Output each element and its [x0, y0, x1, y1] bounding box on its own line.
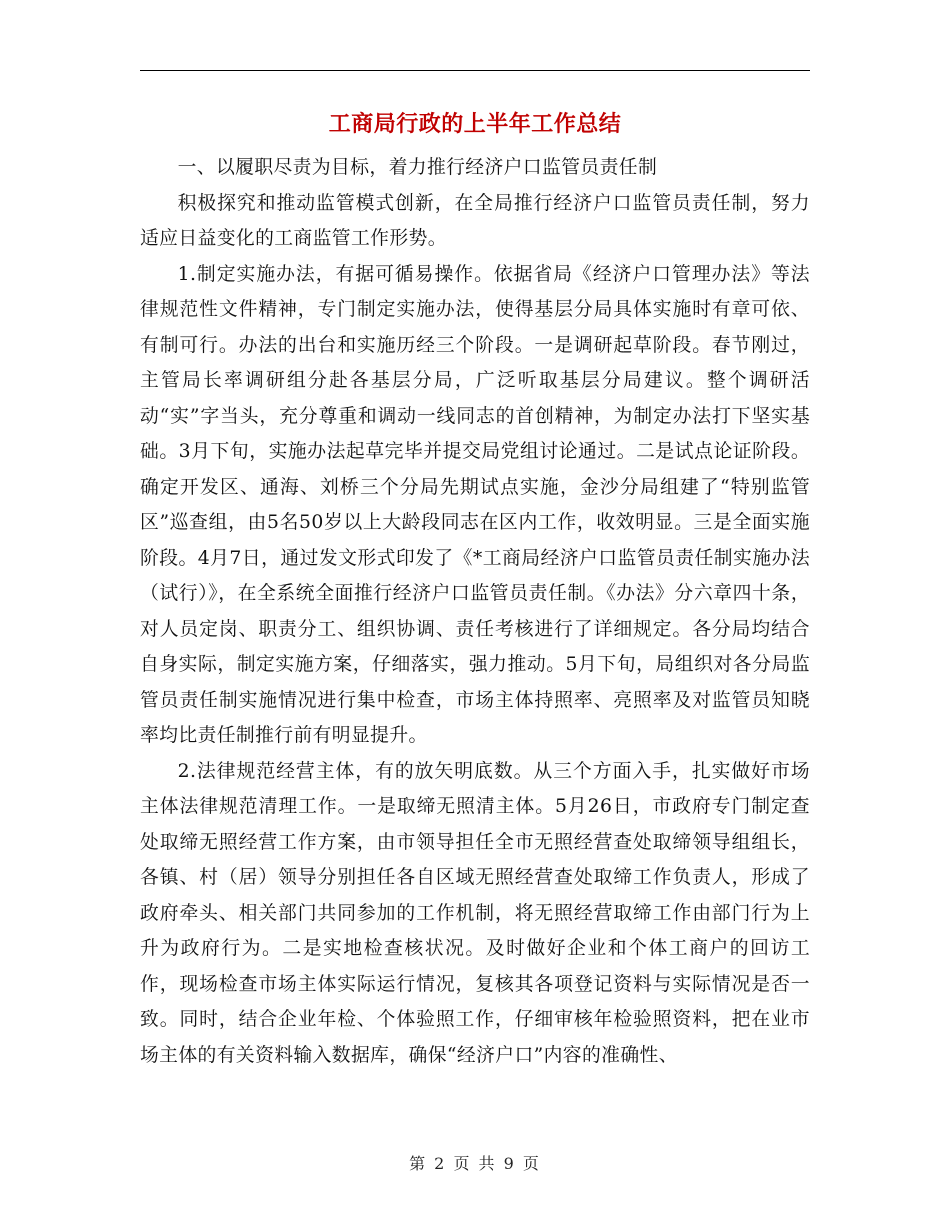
intro-paragraph: 积极探究和推动监管模式创新，在全局推行经济户口监管员责任制，努力适应日益变化的工商监管工作形势。	[140, 192, 810, 249]
header-rule	[140, 70, 810, 71]
body-paragraph: 1.制定实施办法，有据可循易操作。依据省局《经济户口管理办法》等法律规范性文件精神，专门制定实施办法，使得基层分局具体实施时有章可依、有制可行。办法的出台和实施历经三个阶段。一是调研起草阶段。春节刚过，主管局长率调研组分赴各基层分局，广泛听取基层分局建议。整个调研活动“实”字当头，充分尊重和调动一线同志的首创精神，为制定办法打下坚实基础。3月下旬，实施办法起草完毕并提交局党组讨论通过。二是试点论证阶段。确定开发区、通海、刘桥三个分局先期试点实施，金沙分局组建了“特别监管区”巡查组，由5名50岁以上大龄段同志在区内工作，收效明显。三是全面实施阶段。4月7日，通过发文形式印发了《*工商局经济户口监管员责任制实施办法（试行）》，在全系统全面推行经济户口监管员责任制。《办法》分六章四十条，对人员定岗、职责分工、组织协调、责任考核进行了详细规定。各分局均结合自身实际，制定实施方案，仔细落实，强力推动。5月下旬，局组织对各分局监管员责任制实施情况进行集中检查，市场主体持照率、亮照率及对监管员知晓率均比责任制推行前有明显提升。	[140, 263, 810, 746]
section-heading: 一、以履职尽责为目标，着力推行经济户口监管员责任制	[177, 157, 658, 178]
body-paragraph: 2.法律规范经营主体，有的放矢明底数。从三个方面入手，扎实做好市场主体法律规范清理工作。一是取缔无照清主体。5月26日，市政府专门制定查处取缔无照经营工作方案，由市领导担任全市无照经营查处取缔领导组组长，各镇、村（居）领导分别担任各自区域无照经营查处取缔工作负责人，形成了政府牵头、相关部门共同参加的工作机制，将无照经营取缔工作由部门行为上升为政府行为。二是实地检查核状况。及时做好企业和个体工商户的回访工作，现场检查市场主体实际运行情况，复核其各项登记资料与实际情况是否一致。同时，结合企业年检、个体验照工作，仔细审核年检验照资料，把在业市场主体的有关资料输入数据库，确保“经济户口”内容的准确性、	[140, 760, 810, 1066]
document-body	[140, 150, 810, 1073]
page-number: 第 2 页 共 9 页	[409, 1154, 541, 1173]
document-title: 工商局行政的上半年工作总结	[328, 112, 622, 137]
